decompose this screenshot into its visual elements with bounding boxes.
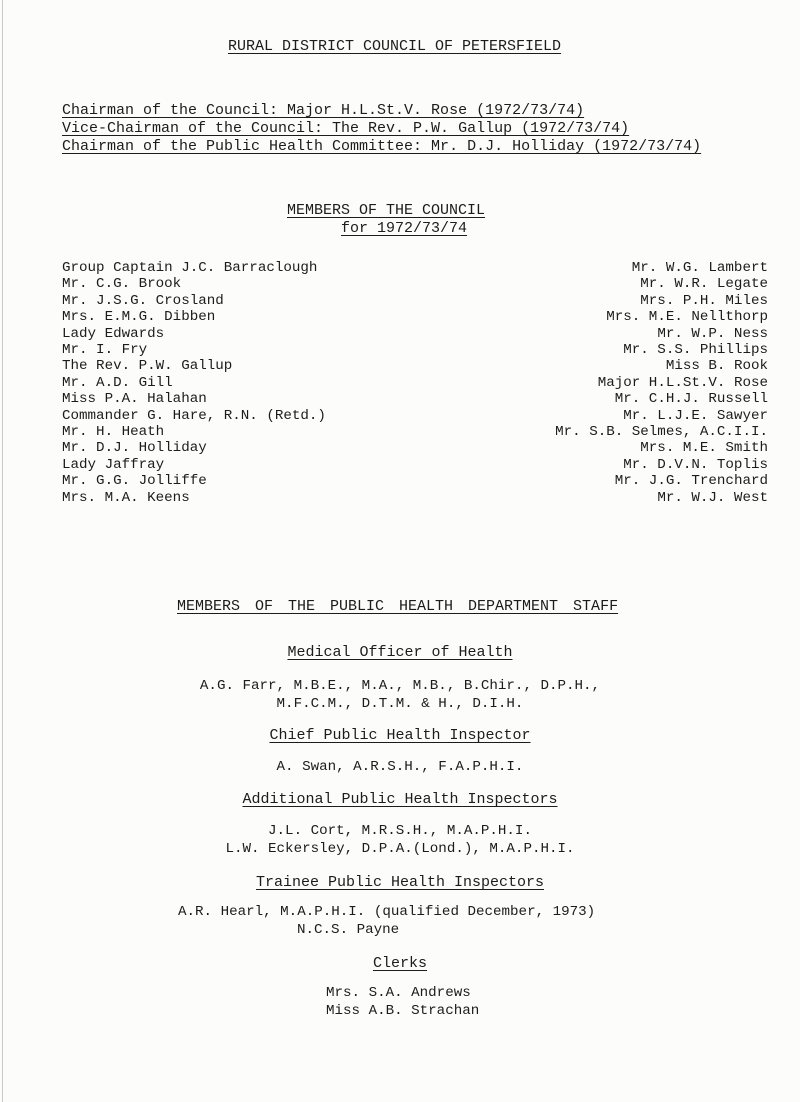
member-name: Mrs. M.E. Smith <box>640 440 768 457</box>
clerk-1: Mrs. S.A. Andrews <box>326 985 471 1001</box>
staff-heading: MEMBERS OF THE PUBLIC HEALTH DEPARTMENT STAFF <box>177 598 619 615</box>
moh-line-2: M.F.C.M., D.T.M. & H., D.I.H. <box>276 696 524 712</box>
chief-inspector-line: A. Swan, A.R.S.H., F.A.P.H.I. <box>276 759 524 775</box>
member-name: Mr. I. Fry <box>62 342 148 359</box>
member-name: Mr. L.J.E. Sawyer <box>623 407 768 424</box>
member-name: Commander G. Hare, R.N. (Retd.) <box>62 407 326 424</box>
additional-inspector-2: L.W. Eckersley, D.P.A.(Lond.), M.A.P.H.I. <box>225 841 575 857</box>
additional-inspector-1: J.L. Cort, M.R.S.H., M.A.P.H.I. <box>268 823 532 839</box>
member-name: Lady Jaffray <box>62 456 165 473</box>
council-heading: MEMBERS OF THE COUNCIL <box>287 202 486 219</box>
chief-inspector-heading: Chief Public Health Inspector <box>269 727 531 744</box>
member-name: Mr. W.P. Ness <box>657 325 768 342</box>
member-name: The Rev. P.W. Gallup <box>62 358 233 375</box>
moh-line-1: A.G. Farr, M.B.E., M.A., M.B., B.Chir., D.P.H., <box>199 678 601 694</box>
health-chairman-line: Chairman of the Public Health Committee: Mr. D.J. Holliday (1972/73/74) <box>62 138 702 155</box>
member-name: Mrs. M.A. Keens <box>62 489 190 506</box>
member-name: Mr. J.G. Trenchard <box>614 473 768 490</box>
members-right-column <box>555 260 768 506</box>
vice-chairman-line: Vice-Chairman of the Council: The Rev. P.W. Gallup (1972/73/74) <box>62 120 630 137</box>
member-name: Mr. D.V.N. Toplis <box>623 456 768 473</box>
trainee-inspector-1: A.R. Hearl, M.A.P.H.I. (qualified December, 1973) <box>178 904 596 920</box>
member-name: Miss P.A. Halahan <box>62 391 207 408</box>
member-name: Mrs. P.H. Miles <box>640 292 768 309</box>
member-name: Mr. A.D. Gill <box>62 374 173 391</box>
member-name: Mr. S.B. Selmes, A.C.I.I. <box>555 424 768 441</box>
member-name: Mr. J.S.G. Crosland <box>62 292 224 309</box>
member-name: Major H.L.St.V. Rose <box>597 374 768 391</box>
member-name: Mr. C.G. Brook <box>62 276 182 293</box>
chairman-line: Chairman of the Council: Major H.L.St.V. Rose (1972/73/74) <box>62 102 585 119</box>
trainee-inspector-2: N.C.S. Payne <box>297 922 400 938</box>
council-subheading: for 1972/73/74 <box>341 220 468 237</box>
member-name: Mr. D.J. Holliday <box>62 440 207 457</box>
member-name: Mr. W.G. Lambert <box>631 260 768 276</box>
member-name: Mrs. M.E. Nellthorp <box>606 309 768 326</box>
clerks-heading: Clerks <box>372 955 427 972</box>
members-left-column <box>62 260 326 506</box>
clerk-2: Miss A.B. Strachan <box>326 1003 480 1019</box>
member-name: Miss B. Rook <box>665 358 768 375</box>
member-name: Mr. G.G. Jolliffe <box>62 473 207 490</box>
trainee-inspectors-heading: Trainee Public Health Inspectors <box>255 874 545 891</box>
member-name: Lady Edwards <box>62 325 165 342</box>
council-title: RURAL DISTRICT COUNCIL OF PETERSFIELD <box>228 38 562 55</box>
member-name: Group Captain J.C. Barraclough <box>62 260 318 276</box>
member-name: Mrs. E.M.G. Dibben <box>62 309 216 326</box>
member-name: Mr. S.S. Phillips <box>623 342 768 359</box>
member-name: Mr. W.J. West <box>657 489 768 506</box>
member-name: Mr. H. Heath <box>62 424 165 441</box>
page-edge <box>2 0 3 1102</box>
additional-inspectors-heading: Additional Public Health Inspectors <box>242 791 558 808</box>
moh-heading: Medical Officer of Health <box>287 644 513 661</box>
member-name: Mr. C.H.J. Russell <box>614 391 768 408</box>
member-name: Mr. W.R. Legate <box>640 276 768 293</box>
